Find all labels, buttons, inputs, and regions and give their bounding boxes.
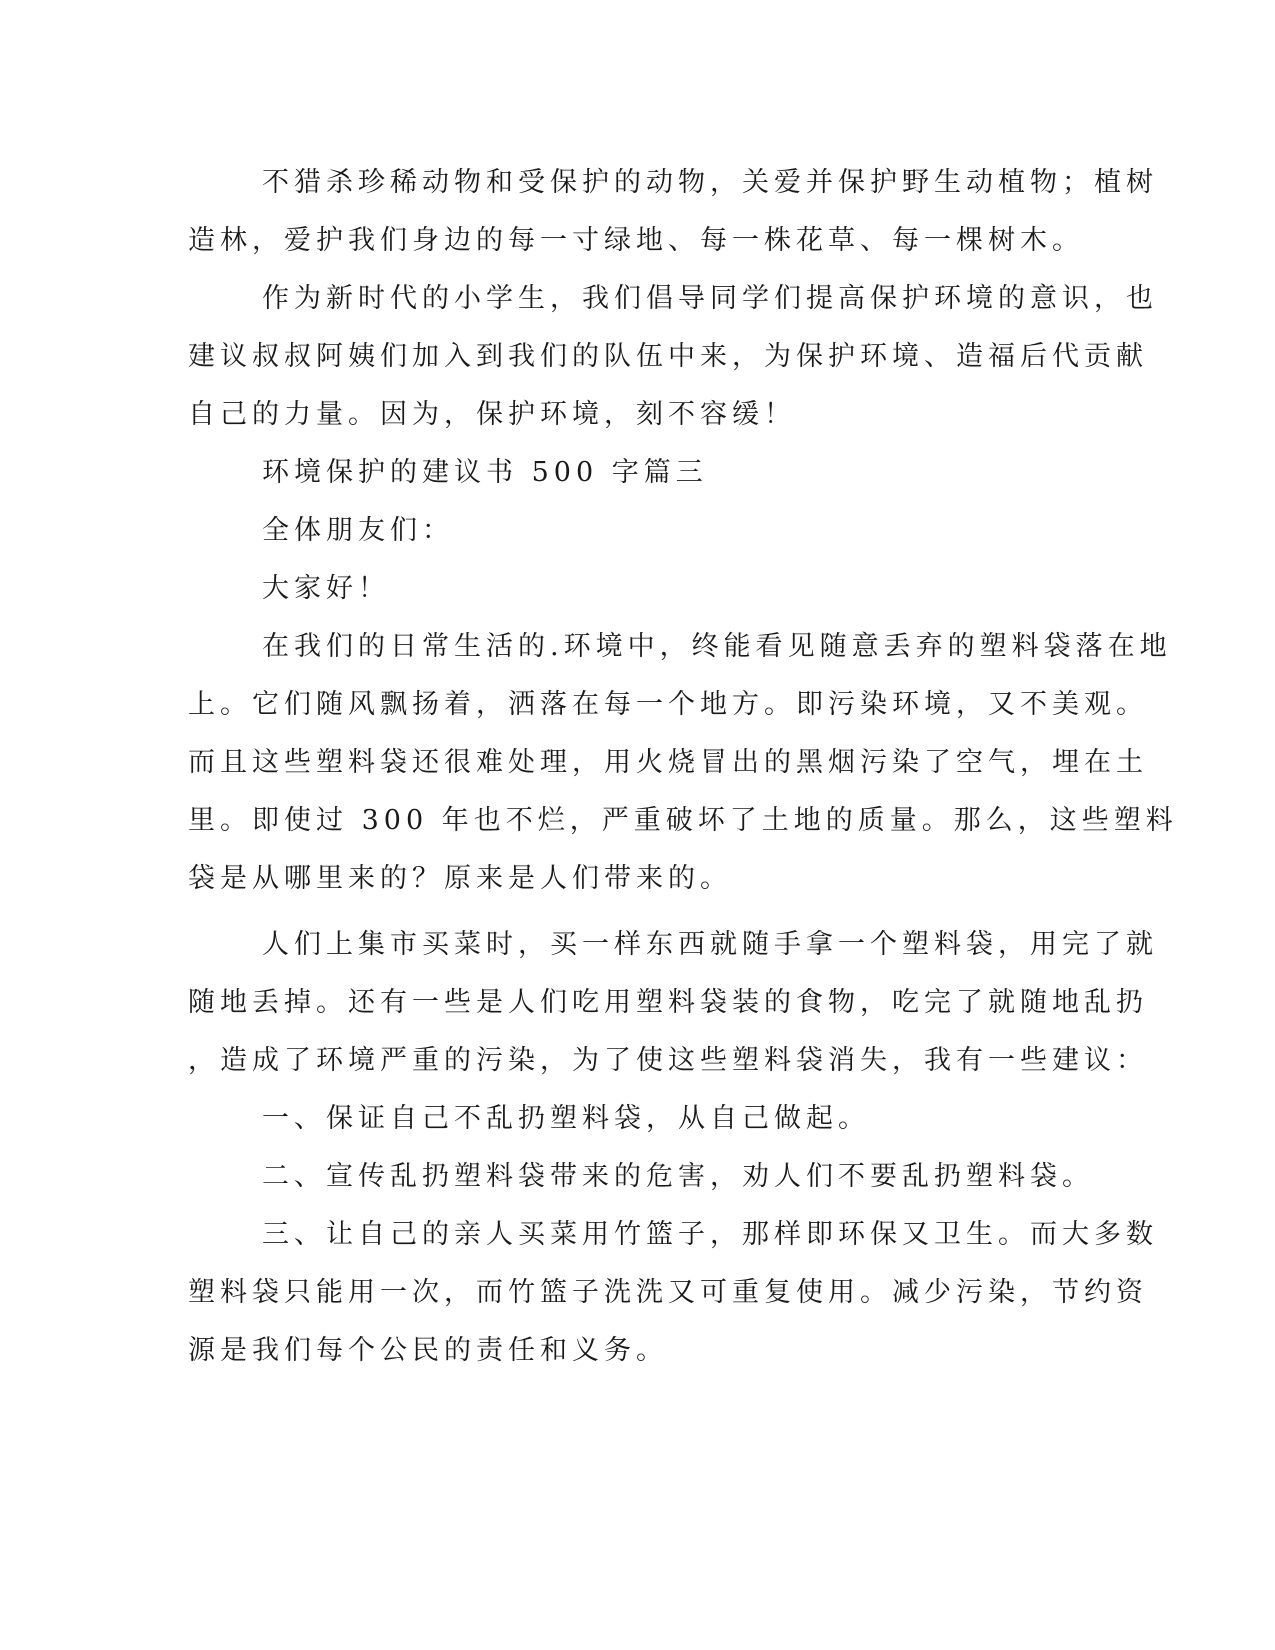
text-line: 袋是从哪里来的？原来是人们带来的。 (188, 863, 732, 894)
text-line: 在我们的日常生活的.环境中，终能看见随意丢弃的塑料袋落在地 (262, 631, 1172, 662)
greeting: 大家好！ (262, 573, 390, 604)
list-item: 三、让自己的亲人买菜用竹篮子，那样即环保又卫生。而大多数 (262, 1219, 1158, 1250)
text-line: 造林，爱护我们身边的每一寸绿地、每一株花草、每一棵树木。 (188, 225, 1084, 256)
text-line: 源是我们每个公民的责任和义务。 (188, 1335, 668, 1366)
text-line: 建议叔叔阿姨们加入到我们的队伍中来，为保护环境、造福后代贡献 (188, 341, 1148, 372)
text-line: 随地丢掉。还有一些是人们吃用塑料袋装的食物，吃完了就随地乱扔 (188, 987, 1148, 1018)
text-line: 上。它们随风飘扬着，洒落在每一个地方。即污染环境，又不美观。 (188, 689, 1148, 720)
text-line: 自己的力量。因为，保护环境，刻不容缓！ (188, 399, 796, 430)
text-line: 里。即使过 300 年也不烂，严重破坏了土地的质量。那么，这些塑料 (188, 805, 1178, 836)
salutation: 全体朋友们： (262, 515, 454, 546)
list-item: 一、保证自己不乱扔塑料袋，从自己做起。 (262, 1103, 870, 1134)
text-line: 塑料袋只能用一次，而竹篮子洗洗又可重复使用。减少污染，节约资 (188, 1277, 1148, 1308)
text-line: 作为新时代的小学生，我们倡导同学们提高保护环境的意识，也 (262, 283, 1158, 314)
text-line: 不猎杀珍稀动物和受保护的动物，关爱并保护野生动植物；植树 (262, 167, 1158, 198)
text-line: 人们上集市买菜时，买一样东西就随手拿一个塑料袋，用完了就 (262, 929, 1158, 960)
text-line: 而且这些塑料袋还很难处理，用火烧冒出的黑烟污染了空气，埋在土 (188, 747, 1148, 778)
list-item: 二、宣传乱扔塑料袋带来的危害，劝人们不要乱扔塑料袋。 (262, 1161, 1094, 1192)
section-heading: 环境保护的建议书 500 字篇三 (262, 457, 708, 488)
text-line: ，造成了环境严重的污染，为了使这些塑料袋消失，我有一些建议： (188, 1045, 1148, 1076)
